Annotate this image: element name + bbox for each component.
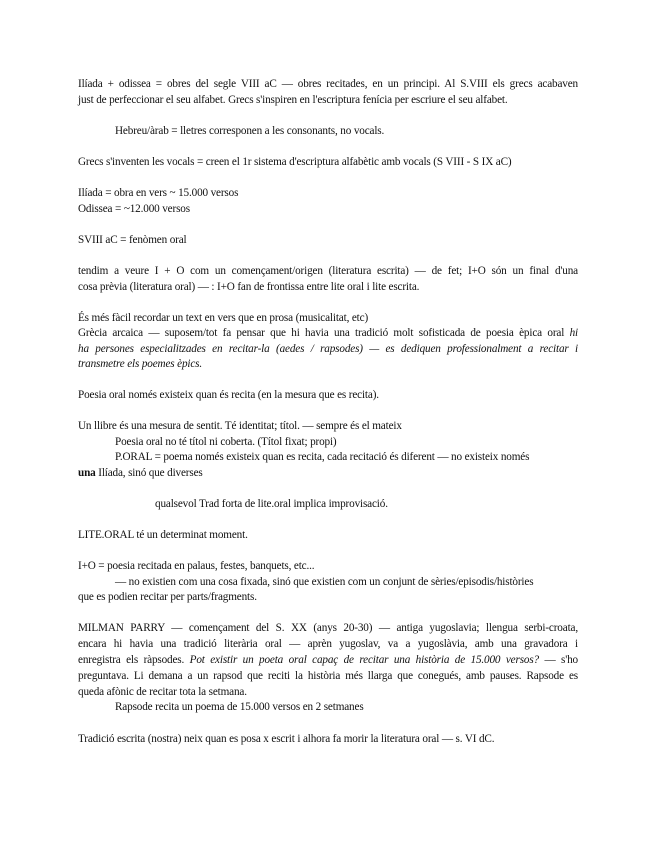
line-text: enregistra els ràpsodes. [78,654,190,666]
indented-line: qualsevol Trad forta de lite.oral implica improvisació. [155,498,388,510]
paragraph-line: És més fàcil recordar un text en vers que en prosa (musicalitat, etc) [78,312,369,324]
indented-line: Rapsode recita un poema de 15.000 versos en 2 setmanes [115,701,364,713]
paragraph-line: LITE.ORAL té un determinat moment. [78,529,248,541]
paragraph-line: encara hi havia una tradició literària oral — aprèn yugoslav, va a yugoslàvia, amb una gravadora i [78,638,578,650]
paragraph-line [78,653,578,667]
line-text: Grècia arcaica — suposem/tot fa pensar que hi havia una tradició molt sofisticada de poesia èpica oral [78,327,565,339]
indented-line: P.ORAL = poema només existeix quan es recita, cada recitació és diferent — no existeix només [115,451,530,463]
paragraph-line: queda afònic de recitar tota la setmana. [78,686,247,698]
italic-text: Pot existir un poeta oral capaç de recitar una història de 15.000 versos? [189,654,540,666]
bold-text: una [78,467,96,479]
paragraph-line: just de perfeccionar el seu alfabet. Grecs s'inspiren en l'escriptura fenícia per escriure el seu alfabet. [78,94,508,106]
paragraph-line [78,466,578,480]
paragraph-line: que es podien recitar per parts/fragments. [78,591,257,603]
paragraph-line: preguntava. Li demana a un rapsod que reciti la història més llarga que conegués, amb pauses. Rapsode es [78,670,578,682]
paragraph-line: Tradició escrita (nostra) neix quan es posa x escrit i alhora fa morir la literatura oral — s. VI dC. [78,733,495,745]
paragraph-line: Un llibre és una mesura de sentit. Té identitat; títol. — sempre és el mateix [78,420,402,432]
line-text: Ilíada, sinó que diverses [95,467,203,479]
paragraph-line: Poesia oral només existeix quan és recita (en la mesura que es recita). [78,389,379,401]
paragraph-line: Odissea = ~12.000 versos [78,203,190,215]
paragraph-line: I+O = poesia recitada en palaus, festes, banquets, etc... [78,560,315,572]
paragraph-line: tendim a veure I + O com un començament/origen (literatura escrita) — de fet; I+O són un final d'una [78,265,578,277]
paragraph-line: SVIII aC = fenòmen oral [78,234,187,246]
paragraph-line: Ilíada = obra en vers ~ 15.000 versos [78,187,239,199]
paragraph-line: cosa prèvia (literatura oral) — : I+O fan de frontissa entre lite oral i lite escrita. [78,281,420,293]
paragraph-line [78,326,578,340]
italic-text: transmetre els poemes èpics. [78,358,203,370]
paragraph-line: Grecs s'inventen les vocals = creen el 1r sistema d'escriptura alfabètic amb vocals (S VIII - S IX aC) [78,156,512,168]
paragraph-line [78,357,578,371]
paragraph-line: Ilíada + odissea = obres del segle VIII aC — obres recitades, en un principi. Al S.VIII els grecs acabaven [78,78,578,90]
paragraph-line [78,342,578,356]
italic-text: hi [569,327,578,339]
indented-line: — no existien com una cosa fixada, sinó que existien com un conjunt de sèries/episodis/històries [115,576,534,588]
paragraph-line: MILMAN PARRY — començament del S. XX (anys 20-30) — antiga yugoslavia; llengua serbi-croata, [78,622,578,634]
indented-line: Hebreu/àrab = lletres corresponen a les consonants, no vocals. [115,125,385,137]
italic-text: ha persones especialitzades en recitar-la (aedes / rapsodes) — es dediquen professionalment a recitar i [78,343,578,355]
indented-line: Poesia oral no té títol ni coberta. (Títol fixat; propi) [115,436,337,448]
line-text: — s'ho [539,654,578,666]
